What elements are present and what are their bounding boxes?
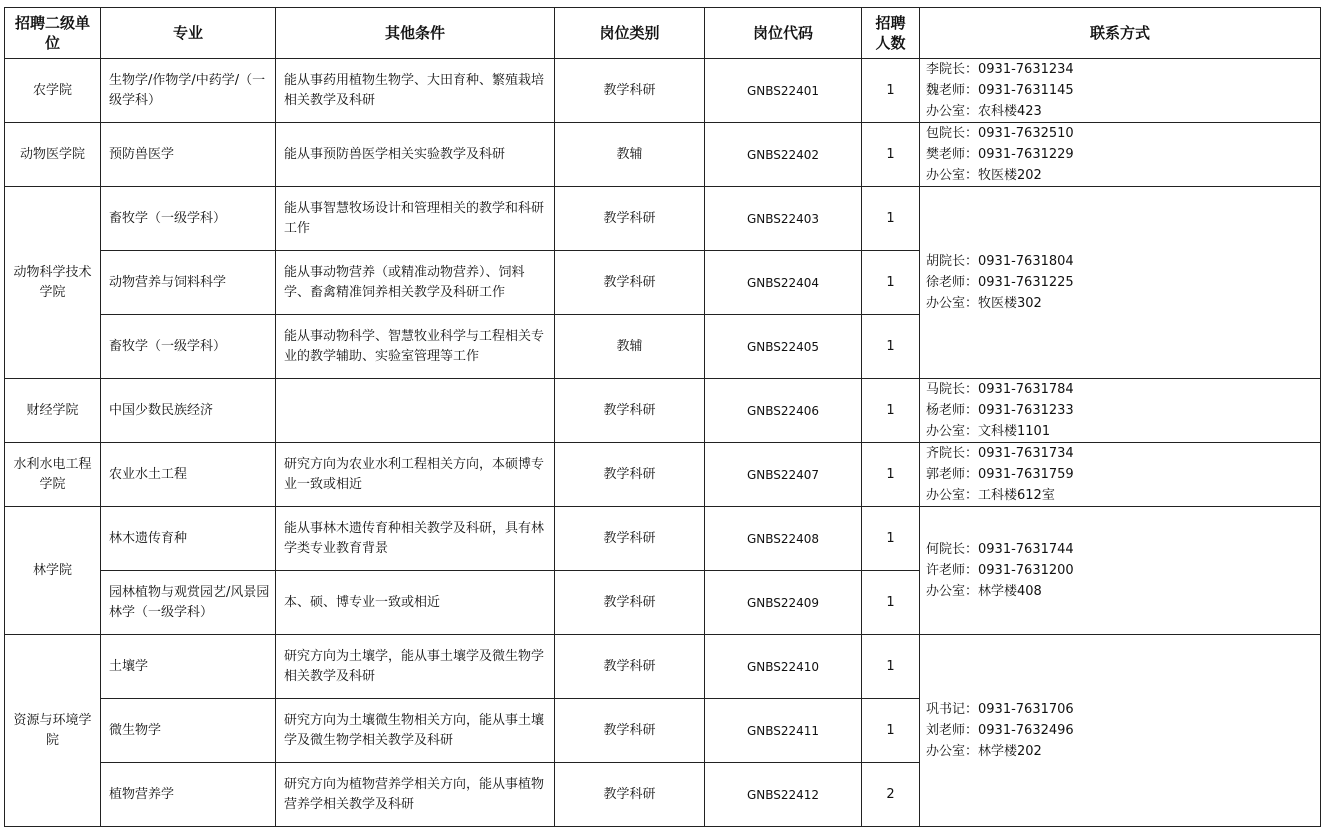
conditions-cell: 本、硕、博专业一致或相近 [276, 571, 555, 635]
major-cell: 微生物学 [101, 699, 276, 763]
position-type-cell: 教学科研 [555, 443, 705, 507]
contact-line: 办公室：文科楼1101 [926, 424, 1051, 439]
header-contact: 联系方式 [920, 8, 1321, 59]
contact-line: 刘老师：0931-7632496 [926, 723, 1074, 738]
contact-line: 办公室：林学楼202 [926, 744, 1042, 759]
conditions-cell: 研究方向为植物营养学相关方向，能从事植物营养学相关教学及科研 [276, 763, 555, 827]
major-cell: 生物学/作物学/中药学/（一级学科） [101, 59, 276, 123]
unit-cell: 林学院 [5, 507, 101, 635]
contact-cell [920, 123, 1321, 187]
count-cell: 1 [862, 699, 920, 763]
position-code-cell: GNBS22401 [705, 59, 862, 123]
contact-line: 办公室：牧医楼302 [926, 296, 1042, 311]
conditions-cell: 能从事智慧牧场设计和管理相关的教学和科研工作 [276, 187, 555, 251]
header-position-type: 岗位类别 [555, 8, 705, 59]
header-major: 专业 [101, 8, 276, 59]
count-cell: 1 [862, 59, 920, 123]
contact-line: 杨老师：0931-7631233 [926, 403, 1074, 418]
contact-line: 郭老师：0931-7631759 [926, 467, 1074, 482]
conditions-cell: 能从事林木遗传育种相关教学及科研，具有林学类专业教育背景 [276, 507, 555, 571]
major-cell: 预防兽医学 [101, 123, 276, 187]
table-row [5, 123, 1321, 187]
major-cell: 土壤学 [101, 635, 276, 699]
contact-line: 徐老师：0931-7631225 [926, 275, 1074, 290]
count-cell: 1 [862, 443, 920, 507]
position-type-cell: 教学科研 [555, 699, 705, 763]
position-type-cell: 教学科研 [555, 187, 705, 251]
table-row [5, 635, 1321, 699]
major-cell: 畜牧学（一级学科） [101, 315, 276, 379]
recruitment-table-wrapper [4, 7, 1321, 827]
position-code-cell: GNBS22408 [705, 507, 862, 571]
contact-cell [920, 59, 1321, 123]
position-code-cell: GNBS22403 [705, 187, 862, 251]
position-code-cell: GNBS22406 [705, 379, 862, 443]
header-position-code: 岗位代码 [705, 8, 862, 59]
major-cell: 园林植物与观赏园艺/风景园林学（一级学科） [101, 571, 276, 635]
conditions-cell: 研究方向为农业水利工程相关方向，本硕博专业一致或相近 [276, 443, 555, 507]
position-code-cell: GNBS22404 [705, 251, 862, 315]
major-cell: 中国少数民族经济 [101, 379, 276, 443]
conditions-cell: 能从事预防兽医学相关实验教学及科研 [276, 123, 555, 187]
count-cell: 2 [862, 763, 920, 827]
contact-line: 包院长：0931-7632510 [926, 126, 1074, 141]
contact-line: 齐院长：0931-7631734 [926, 446, 1074, 461]
conditions-cell: 能从事动物科学、智慧牧业科学与工程相关专业的教学辅助、实验室管理等工作 [276, 315, 555, 379]
major-cell: 植物营养学 [101, 763, 276, 827]
contact-line: 办公室：林学楼408 [926, 584, 1042, 599]
contact-line: 许老师：0931-7631200 [926, 563, 1074, 578]
contact-line: 李院长：0931-7631234 [926, 62, 1074, 77]
position-code-cell: GNBS22412 [705, 763, 862, 827]
contact-line: 胡院长：0931-7631804 [926, 254, 1074, 269]
unit-cell: 资源与环境学院 [5, 635, 101, 827]
count-cell: 1 [862, 187, 920, 251]
position-type-cell: 教辅 [555, 315, 705, 379]
count-cell: 1 [862, 123, 920, 187]
unit-cell: 财经学院 [5, 379, 101, 443]
header-unit: 招聘二级单位 [5, 8, 101, 59]
position-type-cell: 教学科研 [555, 379, 705, 443]
contact-line: 樊老师：0931-7631229 [926, 147, 1074, 162]
contact-line: 魏老师：0931-7631145 [926, 83, 1074, 98]
unit-cell: 动物科学技术学院 [5, 187, 101, 379]
table-row [5, 59, 1321, 123]
unit-cell: 水利水电工程学院 [5, 443, 101, 507]
position-type-cell: 教辅 [555, 123, 705, 187]
position-code-cell: GNBS22411 [705, 699, 862, 763]
position-code-cell: GNBS22409 [705, 571, 862, 635]
conditions-cell: 能从事药用植物生物学、大田育种、繁殖栽培相关教学及科研 [276, 59, 555, 123]
position-code-cell: GNBS22407 [705, 443, 862, 507]
major-cell: 林木遗传育种 [101, 507, 276, 571]
unit-cell: 农学院 [5, 59, 101, 123]
position-code-cell: GNBS22410 [705, 635, 862, 699]
conditions-cell: 研究方向为土壤微生物相关方向，能从事土壤学及微生物学相关教学及科研 [276, 699, 555, 763]
position-type-cell: 教学科研 [555, 251, 705, 315]
contact-line: 巩书记：0931-7631706 [926, 702, 1074, 717]
conditions-cell: 能从事动物营养（或精准动物营养）、饲料学、畜禽精准饲养相关教学及科研工作 [276, 251, 555, 315]
table-row [5, 507, 1321, 571]
unit-cell: 动物医学院 [5, 123, 101, 187]
table-header-row [5, 8, 1321, 59]
count-cell: 1 [862, 635, 920, 699]
position-type-cell: 教学科研 [555, 59, 705, 123]
major-cell: 动物营养与饲料科学 [101, 251, 276, 315]
contact-cell [920, 187, 1321, 379]
contact-line: 办公室：农科楼423 [926, 104, 1042, 119]
count-cell: 1 [862, 251, 920, 315]
position-code-cell: GNBS22405 [705, 315, 862, 379]
table-row [5, 187, 1321, 251]
table-row [5, 379, 1321, 443]
position-type-cell: 教学科研 [555, 507, 705, 571]
major-cell: 农业水土工程 [101, 443, 276, 507]
count-cell: 1 [862, 379, 920, 443]
header-conditions: 其他条件 [276, 8, 555, 59]
conditions-cell [276, 379, 555, 443]
position-type-cell: 教学科研 [555, 571, 705, 635]
count-cell: 1 [862, 507, 920, 571]
position-code-cell: GNBS22402 [705, 123, 862, 187]
recruitment-table [4, 7, 1321, 827]
conditions-cell: 研究方向为土壤学，能从事土壤学及微生物学相关教学及科研 [276, 635, 555, 699]
contact-cell [920, 443, 1321, 507]
position-type-cell: 教学科研 [555, 635, 705, 699]
contact-cell [920, 635, 1321, 827]
count-cell: 1 [862, 571, 920, 635]
table-row [5, 443, 1321, 507]
major-cell: 畜牧学（一级学科） [101, 187, 276, 251]
contact-cell [920, 379, 1321, 443]
contact-line: 办公室：牧医楼202 [926, 168, 1042, 183]
contact-line: 何院长：0931-7631744 [926, 542, 1074, 557]
contact-line: 马院长：0931-7631784 [926, 382, 1074, 397]
header-count: 招聘人数 [862, 8, 920, 59]
contact-line: 办公室：工科楼612室 [926, 488, 1055, 503]
count-cell: 1 [862, 315, 920, 379]
position-type-cell: 教学科研 [555, 763, 705, 827]
contact-cell [920, 507, 1321, 635]
